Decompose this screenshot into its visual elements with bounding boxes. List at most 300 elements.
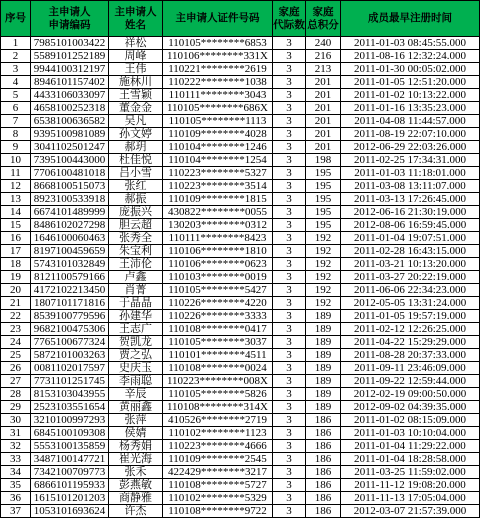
table-row <box>1 206 480 219</box>
cell-generations: 3 <box>273 375 306 388</box>
cell-seq: 9 <box>1 141 31 154</box>
cell-application-code: 5872101003263 <box>31 349 109 362</box>
cell-generations: 3 <box>273 76 306 89</box>
cell-generations: 3 <box>273 440 306 453</box>
cell-applicant-name: 董金金 <box>109 102 163 115</box>
table-row <box>1 336 480 349</box>
cell-application-code: 1807101171816 <box>31 297 109 310</box>
cell-registration-time: 2011-03-25 11:59:02.000 <box>341 466 480 479</box>
table-row <box>1 102 480 115</box>
cell-id-number: 110108********9722 <box>163 505 273 518</box>
cell-application-code: 8197100459659 <box>31 245 109 258</box>
cell-id-number: 110106********1810 <box>163 245 273 258</box>
cell-id-number: 110108********314X <box>163 401 273 414</box>
cell-applicant-name: 王雪颖 <box>109 89 163 102</box>
cell-registration-time: 2012-09-02 04:39:35.000 <box>341 401 480 414</box>
cell-seq: 30 <box>1 414 31 427</box>
cell-id-number: 110102********5329 <box>163 492 273 505</box>
cell-application-code: 2523103551654 <box>31 401 109 414</box>
column-header-id-number: 主申请人证件号码 <box>163 1 273 37</box>
cell-registration-time: 2011-01-02 10:13:22.000 <box>341 89 480 102</box>
cell-registration-time: 2011-08-19 22:07:10.000 <box>341 128 480 141</box>
cell-id-number: 110223********008X <box>163 375 273 388</box>
cell-generations: 3 <box>273 50 306 63</box>
cell-registration-time: 2011-01-03 10:10:04.000 <box>341 427 480 440</box>
cell-application-code: 8668100515073 <box>31 180 109 193</box>
cell-total-score: 195 <box>306 219 341 232</box>
cell-total-score: 201 <box>306 115 341 128</box>
cell-total-score: 189 <box>306 336 341 349</box>
cell-total-score: 192 <box>306 232 341 245</box>
header-row <box>1 1 480 37</box>
cell-seq: 24 <box>1 336 31 349</box>
cell-application-code: 6674101489999 <box>31 206 109 219</box>
table-row <box>1 362 480 375</box>
cell-applicant-name: 郝振 <box>109 193 163 206</box>
cell-generations: 3 <box>273 505 306 518</box>
cell-applicant-name: 吴凡 <box>109 115 163 128</box>
column-header-seq: 序号 <box>1 1 31 37</box>
cell-total-score: 213 <box>306 63 341 76</box>
cell-application-code: 8486102027298 <box>31 219 109 232</box>
cell-id-number: 110102********1123 <box>163 427 273 440</box>
cell-application-code: 4433106033097 <box>31 89 109 102</box>
cell-generations: 3 <box>273 102 306 115</box>
cell-total-score: 186 <box>306 492 341 505</box>
cell-seq: 29 <box>1 401 31 414</box>
cell-registration-time: 2011-09-22 12:59:44.000 <box>341 375 480 388</box>
cell-total-score: 186 <box>306 479 341 492</box>
cell-registration-time: 2011-01-04 18:28:58.000 <box>341 453 480 466</box>
cell-registration-time: 2011-01-04 11:29:22.000 <box>341 440 480 453</box>
cell-id-number: 410526********2719 <box>163 414 273 427</box>
table-body <box>1 37 480 518</box>
cell-total-score: 189 <box>306 310 341 323</box>
cell-registration-time: 2011-01-02 08:15:09.000 <box>341 414 480 427</box>
cell-seq: 7 <box>1 115 31 128</box>
column-header-earliest-registration: 成员最早注册时间 <box>341 1 480 37</box>
cell-registration-time: 2012-02-19 09:00:50.000 <box>341 388 480 401</box>
cell-id-number: 110221********2619 <box>163 63 273 76</box>
cell-generations: 3 <box>273 362 306 375</box>
table-row <box>1 193 480 206</box>
cell-total-score: 195 <box>306 180 341 193</box>
cell-registration-time: 2011-02-28 16:43:15.000 <box>341 245 480 258</box>
cell-total-score: 198 <box>306 154 341 167</box>
cell-applicant-name: 商静雅 <box>109 492 163 505</box>
cell-generations: 3 <box>273 466 306 479</box>
cell-applicant-name: 祥松 <box>109 37 163 50</box>
cell-total-score: 195 <box>306 193 341 206</box>
table-row <box>1 375 480 388</box>
cell-seq: 13 <box>1 193 31 206</box>
table-row <box>1 37 480 50</box>
cell-application-code: 5553100135859 <box>31 440 109 453</box>
cell-seq: 15 <box>1 219 31 232</box>
cell-applicant-name: 张红 <box>109 180 163 193</box>
cell-application-code: 6538100636582 <box>31 115 109 128</box>
cell-generations: 3 <box>273 479 306 492</box>
cell-applicant-name: 李雨聪 <box>109 375 163 388</box>
cell-id-number: 110105********5826 <box>163 388 273 401</box>
cell-registration-time: 2011-03-21 10:13:20.000 <box>341 258 480 271</box>
cell-generations: 3 <box>273 258 306 271</box>
cell-generations: 3 <box>273 297 306 310</box>
cell-total-score: 186 <box>306 505 341 518</box>
cell-total-score: 192 <box>306 258 341 271</box>
cell-seq: 33 <box>1 453 31 466</box>
cell-registration-time: 2012-06-29 22:03:26.000 <box>341 141 480 154</box>
cell-application-code: 8946101157402 <box>31 76 109 89</box>
cell-applicant-name: 于晶晶 <box>109 297 163 310</box>
cell-application-code: 5743101032849 <box>31 258 109 271</box>
table-row <box>1 115 480 128</box>
cell-applicant-name: 许杰 <box>109 505 163 518</box>
cell-seq: 22 <box>1 310 31 323</box>
cell-seq: 37 <box>1 505 31 518</box>
cell-total-score: 195 <box>306 206 341 219</box>
cell-application-code: 8923100533918 <box>31 193 109 206</box>
cell-total-score: 195 <box>306 167 341 180</box>
cell-registration-time: 2011-01-03 08:45:55.000 <box>341 37 480 50</box>
table-row <box>1 440 480 453</box>
cell-seq: 16 <box>1 232 31 245</box>
cell-generations: 3 <box>273 37 306 50</box>
cell-application-code: 4172102213450 <box>31 284 109 297</box>
cell-applicant-name: 杨秀娟 <box>109 440 163 453</box>
cell-total-score: 189 <box>306 362 341 375</box>
cell-id-number: 110223********4666 <box>163 440 273 453</box>
table-row <box>1 310 480 323</box>
cell-seq: 20 <box>1 284 31 297</box>
cell-application-code: 7765100677324 <box>31 336 109 349</box>
table-row <box>1 466 480 479</box>
cell-id-number: 130203********0312 <box>163 219 273 232</box>
cell-application-code: 7395100443000 <box>31 154 109 167</box>
cell-registration-time: 2011-01-05 19:57:19.000 <box>341 310 480 323</box>
cell-application-code: 1646100060463 <box>31 232 109 245</box>
cell-application-code: 9944100312197 <box>31 63 109 76</box>
cell-registration-time: 2011-04-08 11:44:57.000 <box>341 115 480 128</box>
cell-id-number: 110106********0623 <box>163 258 273 271</box>
table-row <box>1 232 480 245</box>
cell-generations: 3 <box>273 427 306 440</box>
cell-application-code: 6866101195933 <box>31 479 109 492</box>
cell-generations: 3 <box>273 128 306 141</box>
cell-total-score: 201 <box>306 128 341 141</box>
cell-generations: 3 <box>273 206 306 219</box>
cell-total-score: 189 <box>306 349 341 362</box>
cell-applicant-name: 孙文婷 <box>109 128 163 141</box>
cell-application-code: 3210100997293 <box>31 414 109 427</box>
cell-generations: 3 <box>273 180 306 193</box>
cell-seq: 12 <box>1 180 31 193</box>
cell-seq: 4 <box>1 76 31 89</box>
cell-seq: 25 <box>1 349 31 362</box>
cell-total-score: 186 <box>306 440 341 453</box>
cell-total-score: 216 <box>306 50 341 63</box>
column-header-application-code: 主申请人 申请编码 <box>31 1 109 37</box>
cell-applicant-name: 孙建华 <box>109 310 163 323</box>
cell-applicant-name: 侯婧 <box>109 427 163 440</box>
cell-application-code: 8121100579166 <box>31 271 109 284</box>
cell-seq: 32 <box>1 440 31 453</box>
cell-applicant-name: 朱宝利 <box>109 245 163 258</box>
cell-seq: 26 <box>1 362 31 375</box>
cell-id-number: 110109********4028 <box>163 128 273 141</box>
cell-id-number: 110109********1815 <box>163 193 273 206</box>
table-row <box>1 323 480 336</box>
cell-registration-time: 2011-01-16 13:35:23.000 <box>341 102 480 115</box>
cell-application-code: 6845100109308 <box>31 427 109 440</box>
cell-seq: 14 <box>1 206 31 219</box>
cell-applicant-name: 肖菁 <box>109 284 163 297</box>
cell-applicant-name: 贾之弘 <box>109 349 163 362</box>
cell-id-number: 110226********3333 <box>163 310 273 323</box>
cell-seq: 5 <box>1 89 31 102</box>
cell-id-number: 110222********1038 <box>163 76 273 89</box>
table-row <box>1 453 480 466</box>
cell-total-score: 186 <box>306 453 341 466</box>
cell-registration-time: 2011-01-04 19:07:51.000 <box>341 232 480 245</box>
cell-registration-time: 2011-08-16 12:32:24.000 <box>341 50 480 63</box>
cell-id-number: 110101********4511 <box>163 349 273 362</box>
cell-application-code: 7731101251745 <box>31 375 109 388</box>
cell-generations: 3 <box>273 141 306 154</box>
column-header-generations: 家庭 代际数 <box>273 1 306 37</box>
cell-applicant-name: 史庆玉 <box>109 362 163 375</box>
cell-id-number: 422429********3217 <box>163 466 273 479</box>
cell-id-number: 110111********3043 <box>163 89 273 102</box>
cell-applicant-name: 郝玥 <box>109 141 163 154</box>
cell-generations: 3 <box>273 193 306 206</box>
cell-generations: 3 <box>273 271 306 284</box>
cell-seq: 19 <box>1 271 31 284</box>
cell-generations: 3 <box>273 323 306 336</box>
cell-generations: 3 <box>273 336 306 349</box>
cell-applicant-name: 杜佳悦 <box>109 154 163 167</box>
table-row <box>1 245 480 258</box>
cell-registration-time: 2011-02-12 12:26:25.000 <box>341 323 480 336</box>
cell-seq: 18 <box>1 258 31 271</box>
cell-applicant-name: 卢鑫 <box>109 271 163 284</box>
cell-id-number: 110108********5727 <box>163 479 273 492</box>
cell-total-score: 186 <box>306 427 341 440</box>
cell-id-number: 110111********8423 <box>163 232 273 245</box>
cell-id-number: 110105********1113 <box>163 115 273 128</box>
cell-applicant-name: 王伟 <box>109 63 163 76</box>
cell-applicant-name: 彭燕敏 <box>109 479 163 492</box>
cell-total-score: 186 <box>306 414 341 427</box>
cell-seq: 34 <box>1 466 31 479</box>
cell-applicant-name: 周峰 <box>109 50 163 63</box>
table-row <box>1 427 480 440</box>
cell-applicant-name: 崔光海 <box>109 453 163 466</box>
table-row <box>1 401 480 414</box>
cell-total-score: 201 <box>306 76 341 89</box>
cell-registration-time: 2011-02-25 17:34:31.000 <box>341 154 480 167</box>
cell-registration-time: 2011-01-03 11:18:01.000 <box>341 167 480 180</box>
table-row <box>1 479 480 492</box>
cell-application-code: 9682100475306 <box>31 323 109 336</box>
table-row <box>1 89 480 102</box>
cell-registration-time: 2011-01-05 12:51:20.000 <box>341 76 480 89</box>
cell-total-score: 192 <box>306 245 341 258</box>
cell-seq: 2 <box>1 50 31 63</box>
cell-application-code: 3041102501247 <box>31 141 109 154</box>
table-row <box>1 141 480 154</box>
cell-seq: 36 <box>1 492 31 505</box>
cell-id-number: 110105********6853 <box>163 37 273 50</box>
cell-generations: 3 <box>273 310 306 323</box>
cell-registration-time: 2012-06-16 21:30:19.000 <box>341 206 480 219</box>
cell-application-code: 7706100481018 <box>31 167 109 180</box>
cell-registration-time: 2011-03-13 17:26:45.000 <box>341 193 480 206</box>
cell-generations: 3 <box>273 401 306 414</box>
cell-application-code: 8539100779596 <box>31 310 109 323</box>
cell-generations: 3 <box>273 414 306 427</box>
cell-applicant-name: 王沛伦 <box>109 258 163 271</box>
cell-application-code: 0081102017597 <box>31 362 109 375</box>
cell-total-score: 201 <box>306 89 341 102</box>
cell-applicant-name: 胆云超 <box>109 219 163 232</box>
table-row <box>1 388 480 401</box>
cell-applicant-name: 黄丽鑫 <box>109 401 163 414</box>
cell-applicant-name: 张萍 <box>109 414 163 427</box>
cell-generations: 3 <box>273 284 306 297</box>
cell-generations: 3 <box>273 115 306 128</box>
cell-registration-time: 2011-03-27 20:22:19.000 <box>341 271 480 284</box>
table-row <box>1 128 480 141</box>
cell-application-code: 4658100252318 <box>31 102 109 115</box>
cell-seq: 35 <box>1 479 31 492</box>
cell-application-code: 1053101693624 <box>31 505 109 518</box>
cell-seq: 28 <box>1 388 31 401</box>
table-row <box>1 349 480 362</box>
table-row <box>1 414 480 427</box>
table-row <box>1 63 480 76</box>
cell-application-code: 3487100147721 <box>31 453 109 466</box>
table-row <box>1 50 480 63</box>
cell-registration-time: 2012-08-06 16:59:45.000 <box>341 219 480 232</box>
cell-total-score: 189 <box>306 401 341 414</box>
cell-application-code: 7342100709773 <box>31 466 109 479</box>
cell-total-score: 189 <box>306 375 341 388</box>
cell-total-score: 192 <box>306 297 341 310</box>
cell-registration-time: 2011-03-08 13:11:07.000 <box>341 180 480 193</box>
table-row <box>1 180 480 193</box>
cell-application-code: 8153103043955 <box>31 388 109 401</box>
cell-seq: 31 <box>1 427 31 440</box>
table-row <box>1 271 480 284</box>
cell-id-number: 110108********0024 <box>163 362 273 375</box>
table-row <box>1 297 480 310</box>
cell-id-number: 110108********0417 <box>163 323 273 336</box>
cell-id-number: 110104********1254 <box>163 154 273 167</box>
column-header-total-score: 家庭 总积分 <box>306 1 341 37</box>
cell-id-number: 110103********0019 <box>163 271 273 284</box>
cell-generations: 3 <box>273 63 306 76</box>
cell-generations: 3 <box>273 167 306 180</box>
cell-generations: 3 <box>273 232 306 245</box>
cell-total-score: 201 <box>306 102 341 115</box>
cell-generations: 3 <box>273 453 306 466</box>
cell-seq: 11 <box>1 167 31 180</box>
cell-applicant-name: 吕小雪 <box>109 167 163 180</box>
cell-id-number: 110105********5427 <box>163 284 273 297</box>
cell-seq: 3 <box>1 63 31 76</box>
cell-total-score: 189 <box>306 388 341 401</box>
cell-applicant-name: 张禾 <box>109 466 163 479</box>
cell-registration-time: 2011-11-12 19:08:20.000 <box>341 479 480 492</box>
cell-registration-time: 2012-05-05 13:31:24.000 <box>341 297 480 310</box>
cell-id-number: 110106********331X <box>163 50 273 63</box>
table-row <box>1 219 480 232</box>
cell-total-score: 186 <box>306 466 341 479</box>
cell-applicant-name: 辛辰 <box>109 388 163 401</box>
cell-generations: 3 <box>273 388 306 401</box>
cell-applicant-name: 施林川 <box>109 76 163 89</box>
cell-application-code: 1615101201203 <box>31 492 109 505</box>
column-header-applicant-name: 主申请人 姓名 <box>109 1 163 37</box>
cell-total-score: 192 <box>306 284 341 297</box>
table-row <box>1 76 480 89</box>
cell-applicant-name: 王志广 <box>109 323 163 336</box>
cell-seq: 1 <box>1 37 31 50</box>
cell-id-number: 430822********0055 <box>163 206 273 219</box>
cell-id-number: 110104********1246 <box>163 141 273 154</box>
cell-seq: 21 <box>1 297 31 310</box>
cell-registration-time: 2011-11-13 17:05:04.000 <box>341 492 480 505</box>
table-row <box>1 154 480 167</box>
cell-generations: 3 <box>273 349 306 362</box>
cell-application-code: 7985101003422 <box>31 37 109 50</box>
cell-generations: 3 <box>273 89 306 102</box>
cell-id-number: 110223********3514 <box>163 180 273 193</box>
cell-registration-time: 2011-01-30 00:05:02.000 <box>341 63 480 76</box>
table-row <box>1 258 480 271</box>
cell-id-number: 110223********5327 <box>163 167 273 180</box>
table-header <box>1 1 480 37</box>
table-row <box>1 284 480 297</box>
cell-generations: 3 <box>273 219 306 232</box>
cell-application-code: 5589101252189 <box>31 50 109 63</box>
cell-seq: 17 <box>1 245 31 258</box>
cell-generations: 3 <box>273 492 306 505</box>
cell-total-score: 189 <box>306 323 341 336</box>
cell-applicant-name: 贺凯龙 <box>109 336 163 349</box>
cell-applicant-name: 张秀全 <box>109 232 163 245</box>
cell-registration-time: 2011-09-11 23:46:09.000 <box>341 362 480 375</box>
cell-id-number: 110105********3037 <box>163 336 273 349</box>
cell-applicant-name: 庞振兴 <box>109 206 163 219</box>
cell-total-score: 201 <box>306 141 341 154</box>
cell-application-code: 9395100981089 <box>31 128 109 141</box>
cell-seq: 6 <box>1 102 31 115</box>
cell-seq: 10 <box>1 154 31 167</box>
cell-generations: 3 <box>273 245 306 258</box>
cell-generations: 3 <box>273 154 306 167</box>
table-row <box>1 492 480 505</box>
cell-total-score: 240 <box>306 37 341 50</box>
table-row <box>1 505 480 518</box>
cell-seq: 27 <box>1 375 31 388</box>
table-row <box>1 167 480 180</box>
cell-total-score: 192 <box>306 271 341 284</box>
cell-id-number: 110109********2545 <box>163 453 273 466</box>
cell-registration-time: 2011-04-22 15:29:29.000 <box>341 336 480 349</box>
cell-registration-time: 2011-08-28 20:37:33.000 <box>341 349 480 362</box>
